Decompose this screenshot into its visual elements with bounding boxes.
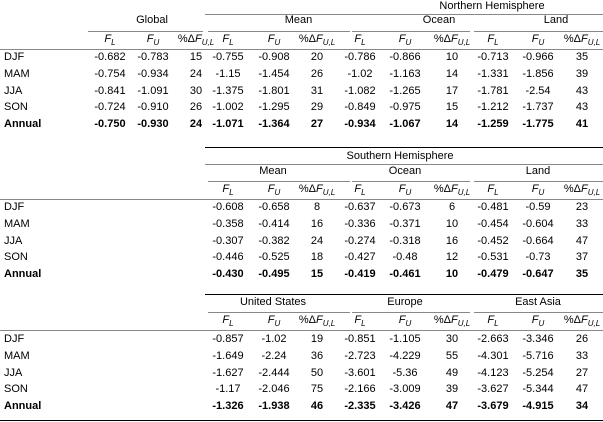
table-cell: -0.750 (94, 118, 126, 131)
sh-land-rule (474, 181, 603, 182)
table-cell: -1.295 (258, 101, 290, 114)
table-cell: -1.105 (389, 333, 421, 345)
table-cell: 33 (575, 349, 589, 362)
row-label: SON (4, 251, 28, 264)
table-cell: 17 (445, 84, 459, 97)
table-cell: -1.856 (522, 67, 554, 80)
table-cell: -0.724 (94, 101, 126, 114)
table-cell: -0.930 (137, 118, 169, 131)
region-title: Northern Hemisphere (439, 0, 545, 12)
table-cell: -4.229 (389, 349, 421, 362)
row-label: Annual (4, 118, 42, 131)
col-header-fl: $F_L$ (104, 33, 116, 48)
table-cell: -0.531 (477, 251, 509, 264)
table-cell: 20 (310, 51, 324, 63)
table-cell: -0.454 (477, 217, 509, 230)
table-cell: 12 (445, 251, 459, 264)
table-cell: -0.371 (389, 217, 421, 230)
sh-ocean-rule (352, 181, 470, 182)
table-cell: -2.663 (477, 333, 509, 345)
row-label: Annual (4, 400, 42, 413)
table-cell: 41 (575, 118, 589, 131)
table-cell: -1.627 (212, 366, 244, 379)
table-cell: -0.481 (477, 201, 509, 213)
table-cell: -0.446 (212, 251, 244, 264)
table-cell: 49 (445, 366, 459, 379)
table-cell: -0.658 (258, 201, 290, 213)
table-cell: -1.02 (261, 333, 287, 345)
table-cell: 47 (575, 383, 589, 396)
col-header-fu: $F_U$ (531, 183, 545, 198)
table-cell: -1.002 (212, 101, 244, 114)
table-cell: 18 (310, 251, 324, 264)
nh-land-rule (474, 31, 603, 32)
table-cell: -0.934 (137, 67, 169, 80)
sh-top-rule (205, 147, 603, 148)
table-cell: -1.15 (215, 67, 241, 80)
rg-top-rule (205, 294, 603, 295)
table-cell: -0.73 (525, 251, 551, 264)
table-cell: 36 (310, 349, 324, 362)
table-cell: -0.910 (137, 101, 169, 114)
col-header-pct: $\%\Delta F_{U,L}$ (298, 33, 336, 48)
group-nh-land: Land (543, 14, 569, 26)
row-label: JJA (4, 366, 23, 379)
table-cell: 34 (575, 400, 589, 413)
table-cell: 47 (445, 400, 459, 413)
table-cell: 16 (445, 234, 459, 247)
sh-header-rule (0, 199, 603, 200)
table-cell: -0.608 (212, 201, 244, 213)
table-cell: -0.419 (344, 268, 376, 281)
table-cell: -1.364 (258, 118, 290, 131)
group-global: Global (136, 14, 168, 26)
table-cell: 55 (445, 349, 459, 362)
table-cell: -1.454 (258, 67, 290, 80)
table-cell: -0.336 (344, 217, 376, 230)
table-cell: 23 (575, 201, 589, 213)
table-cell: -3.426 (389, 400, 421, 413)
table-cell: 15 (310, 268, 324, 281)
col-header-fu: $F_U$ (398, 183, 412, 198)
table-cell: 24 (310, 234, 324, 247)
table-cell: -0.414 (258, 217, 290, 230)
col-header-fl: $F_L$ (487, 183, 499, 198)
table-cell: 37 (575, 251, 589, 264)
table-cell: -0.479 (477, 268, 509, 281)
col-header-fu: $F_U$ (146, 33, 160, 48)
table-cell: 75 (310, 383, 324, 396)
table-cell: -3.627 (477, 383, 509, 396)
row-label: JJA (4, 84, 23, 97)
row-label: DJF (4, 333, 25, 345)
table-cell: -1.212 (477, 101, 509, 114)
table-cell: 27 (310, 118, 324, 131)
table-cell: -4.915 (522, 400, 554, 413)
col-header-pct: $\%\Delta F_{U,L}$ (563, 33, 601, 48)
table-cell: 27 (575, 366, 589, 379)
group-europe: Europe (387, 296, 423, 308)
table-cell: -0.495 (258, 268, 290, 281)
table-cell: -0.274 (344, 234, 376, 247)
table-cell: 30 (445, 333, 459, 345)
table-cell: -2.444 (258, 366, 290, 379)
row-label: MAM (4, 349, 30, 362)
table-cell: -1.801 (258, 84, 290, 97)
table-cell: -1.649 (212, 349, 244, 362)
table-cell: 10 (445, 217, 459, 230)
table-cell: -1.082 (344, 84, 376, 97)
table-cell: 50 (310, 366, 324, 379)
table-cell: 14 (445, 67, 459, 80)
table-bottom-rule (0, 420, 603, 421)
table-cell: 8 (313, 201, 321, 213)
table-cell: -0.358 (212, 217, 244, 230)
table-cell: -1.067 (389, 118, 421, 131)
table-cell: -1.265 (389, 84, 421, 97)
col-header-fu: $F_U$ (531, 33, 545, 48)
table-cell: -0.851 (344, 333, 376, 345)
group-united-states: United States (239, 296, 307, 308)
nh-ocean-rule (352, 31, 470, 32)
table-cell: 26 (310, 67, 324, 80)
table-cell: -0.318 (389, 234, 421, 247)
row-label: MAM (4, 67, 30, 80)
table-cell: -2.046 (258, 383, 290, 396)
table-cell: -5.254 (522, 366, 554, 379)
table-cell: -2.723 (344, 349, 376, 362)
table-cell: -0.908 (258, 51, 290, 63)
table-cell: 43 (575, 84, 589, 97)
nh-mean-rule (208, 31, 350, 32)
col-header-pct: $\%\Delta F_{U,L}$ (298, 183, 336, 198)
group-nh-mean: Mean (284, 14, 313, 26)
table-cell: -1.775 (522, 118, 554, 131)
table-cell: 14 (445, 118, 459, 131)
table-cell: 26 (189, 101, 203, 114)
table-cell: -5.344 (522, 383, 554, 396)
col-header-fl: $F_L$ (222, 33, 234, 48)
table-cell: 35 (575, 51, 589, 63)
col-header-fu: $F_U$ (398, 33, 412, 48)
table-cell: -0.664 (522, 234, 554, 247)
table-cell: -0.427 (344, 251, 376, 264)
row-label: SON (4, 383, 28, 396)
us-rule (208, 312, 350, 313)
col-header-fl: $F_L$ (222, 183, 234, 198)
table-cell: -0.673 (389, 201, 421, 213)
col-header-fu: $F_U$ (531, 314, 545, 329)
table-cell: 43 (575, 101, 589, 114)
ea-rule (474, 312, 603, 313)
table-cell: -0.934 (344, 118, 376, 131)
table-cell: 33 (575, 217, 589, 230)
table-cell: 46 (310, 400, 324, 413)
table-cell: 26 (575, 333, 589, 345)
table-cell: -3.346 (522, 333, 554, 345)
col-header-fl: $F_L$ (487, 314, 499, 329)
col-header-pct: $\%\Delta F_{U,L}$ (433, 33, 471, 48)
group-sh-ocean: Ocean (388, 165, 422, 177)
table-cell: -0.682 (94, 51, 126, 63)
col-header-pct: $\%\Delta F_{U,L}$ (433, 314, 471, 329)
col-header-fu: $F_U$ (267, 314, 281, 329)
table-cell: -2.166 (344, 383, 376, 396)
col-header-fl: $F_L$ (222, 314, 234, 329)
table-cell: -0.48 (392, 251, 418, 264)
table-cell: -1.331 (477, 67, 509, 80)
region-title: Southern Hemisphere (346, 150, 454, 162)
col-header-fl: $F_L$ (487, 33, 499, 48)
table-cell: -0.713 (477, 51, 509, 63)
sh-mean-rule (208, 181, 350, 182)
table-cell: -0.59 (525, 201, 551, 213)
table-cell: 29 (310, 101, 324, 114)
table-cell: -1.071 (212, 118, 244, 131)
table-cell: -2.24 (261, 349, 287, 362)
table-cell: -1.259 (477, 118, 509, 131)
table-cell: 19 (310, 333, 324, 345)
group-nh-ocean: Ocean (422, 14, 456, 26)
row-label: Annual (4, 268, 42, 281)
table-cell: -5.716 (522, 349, 554, 362)
table-cell: -1.781 (477, 84, 509, 97)
eu-rule (352, 312, 470, 313)
table-cell: -2.335 (344, 400, 376, 413)
table-cell: -0.866 (389, 51, 421, 63)
table-cell: 6 (448, 201, 456, 213)
table-cell: -1.163 (389, 67, 421, 80)
table-cell: 10 (445, 51, 459, 63)
table-cell: -0.307 (212, 234, 244, 247)
col-header-fl: $F_L$ (354, 183, 366, 198)
table-cell: -0.975 (389, 101, 421, 114)
table-cell: 15 (445, 101, 459, 114)
table-cell: -0.841 (94, 84, 126, 97)
table-cell: -2.54 (525, 84, 551, 97)
table-cell: -0.382 (258, 234, 290, 247)
col-header-fu: $F_U$ (398, 314, 412, 329)
group-sh-mean: Mean (259, 165, 287, 177)
table-cell: -0.783 (137, 51, 169, 63)
col-header-pct: $\%\Delta F_{U,L}$ (177, 33, 215, 48)
table-cell: -3.679 (477, 400, 509, 413)
table-cell: 31 (310, 84, 324, 97)
table-cell: -3.601 (344, 366, 376, 379)
table-cell: -0.461 (389, 268, 421, 281)
table-cell: -1.17 (215, 383, 241, 396)
group-east-asia: East Asia (515, 296, 561, 308)
group-sh-land: Land (525, 165, 551, 177)
table-cell: -0.525 (258, 251, 290, 264)
table-cell: -1.737 (522, 101, 554, 114)
nh-header-rule (0, 49, 603, 50)
table-cell: -5.36 (392, 366, 418, 379)
global-group-rule (88, 31, 203, 32)
table-cell: -0.647 (522, 268, 554, 281)
table-cell: -4.123 (477, 366, 509, 379)
table-cell: -0.786 (344, 51, 376, 63)
table-cell: 16 (310, 217, 324, 230)
table-cell: 24 (189, 118, 203, 131)
table-cell: -1.091 (137, 84, 169, 97)
table-cell: -0.755 (212, 51, 244, 63)
table-cell: -0.754 (94, 67, 126, 80)
col-header-fl: $F_L$ (354, 314, 366, 329)
table-cell: -1.02 (347, 67, 373, 80)
table-cell: 24 (189, 67, 203, 80)
table-cell: 30 (189, 84, 203, 97)
table-cell: -0.637 (344, 201, 376, 213)
col-header-pct: $\%\Delta F_{U,L}$ (563, 183, 601, 198)
col-header-fu: $F_U$ (267, 33, 281, 48)
table-cell: -0.849 (344, 101, 376, 114)
table-cell: -0.452 (477, 234, 509, 247)
table-cell: -1.375 (212, 84, 244, 97)
table-cell: 15 (189, 51, 203, 63)
table-cell: -0.430 (212, 268, 244, 281)
table-cell: 47 (575, 234, 589, 247)
col-header-pct: $\%\Delta F_{U,L}$ (433, 183, 471, 198)
table-cell: -0.857 (212, 333, 244, 345)
table-cell: 35 (575, 268, 589, 281)
table-cell: 39 (445, 383, 459, 396)
table-cell: -0.604 (522, 217, 554, 230)
table-cell: -0.966 (522, 51, 554, 63)
col-header-fl: $F_L$ (354, 33, 366, 48)
table-cell: -1.938 (258, 400, 290, 413)
col-header-pct: $\%\Delta F_{U,L}$ (563, 314, 601, 329)
table-cell: -1.326 (212, 400, 244, 413)
table-cell: 39 (575, 67, 589, 80)
rg-header-rule (0, 330, 603, 331)
row-label: SON (4, 101, 28, 114)
table-cell: -3.009 (389, 383, 421, 396)
table-cell: -4.301 (477, 349, 509, 362)
row-label: JJA (4, 234, 23, 247)
table-cell: 10 (445, 268, 459, 281)
row-label: DJF (4, 201, 25, 213)
row-label: MAM (4, 217, 30, 230)
col-header-fu: $F_U$ (267, 183, 281, 198)
row-label: DJF (4, 51, 25, 63)
col-header-pct: $\%\Delta F_{U,L}$ (298, 314, 336, 329)
